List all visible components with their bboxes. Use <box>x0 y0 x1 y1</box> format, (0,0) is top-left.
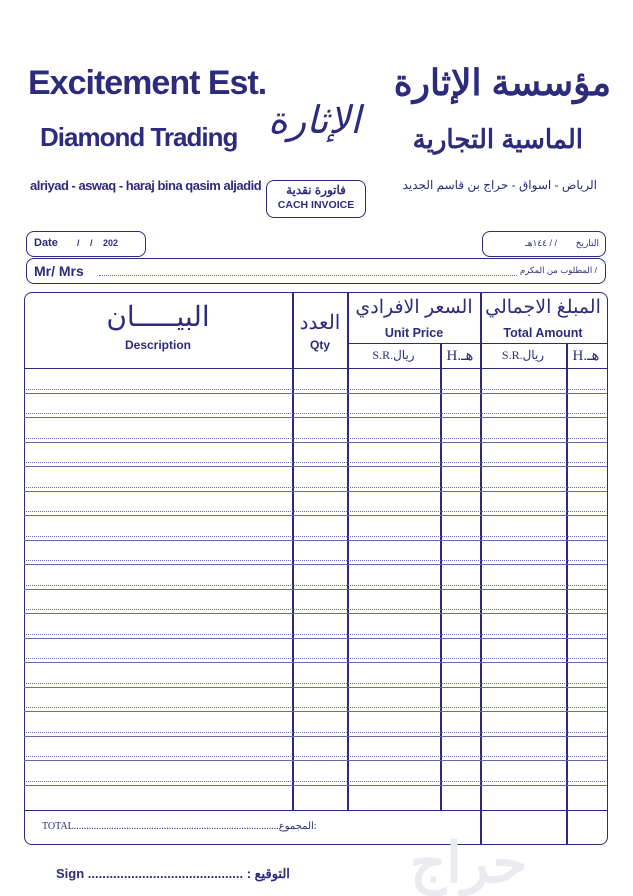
table-row-dotted-line <box>26 781 605 782</box>
description-header-en: Description <box>124 338 191 352</box>
customer-label: Mr/ Mrs <box>34 263 84 279</box>
table-row-line <box>24 515 607 516</box>
invoice-type-badge <box>266 180 366 218</box>
total-riyal-header: S.R.ريال <box>501 348 545 362</box>
hijri-date-field[interactable] <box>482 231 606 257</box>
table-row-line <box>24 711 607 712</box>
table-row-dotted-line <box>26 634 605 635</box>
qty-header-en: Qty <box>309 338 330 352</box>
table-row-dotted-line <box>26 707 605 708</box>
date-value: / / 202 <box>77 238 119 248</box>
company-name-ar: مؤسسة الإثارة <box>393 62 611 103</box>
items-table <box>24 292 608 845</box>
table-row-line <box>24 564 607 565</box>
table-row-dotted-line <box>26 462 605 463</box>
total-amount-header-en: Total Amount <box>503 326 583 340</box>
table-row-dotted-line <box>26 536 605 537</box>
customer-dotted-line <box>99 275 517 276</box>
table-row-dotted-line <box>26 487 605 488</box>
customer-label-ar: المطلوب من المكرم / <box>519 265 597 275</box>
table-row-dotted-line <box>26 609 605 610</box>
company-name-en: Excitement Est. <box>28 64 267 102</box>
table-row-dotted-line <box>26 389 605 390</box>
hijri-value: / / ١٤٤هـ <box>525 238 557 248</box>
table-row-line <box>24 613 607 614</box>
subheader-line <box>347 343 607 344</box>
unit-price-header-ar: السعر الافرادي <box>355 297 473 318</box>
total-row-label: TOTAL..................................................................................المجموع: <box>42 821 317 832</box>
qty-header-ar: العدد <box>299 312 341 334</box>
table-row-dotted-line <box>26 585 605 586</box>
col-divider <box>566 343 568 844</box>
table-row-dotted-line <box>26 683 605 684</box>
invoice-type-ar: فاتورة نقدية <box>286 183 346 197</box>
description-header-ar: البيـــــان <box>106 300 210 333</box>
table-row-dotted-line <box>26 413 605 414</box>
table-row-line <box>24 589 607 590</box>
col-divider <box>480 292 482 844</box>
date-field[interactable] <box>26 231 146 257</box>
logo: الإثارة <box>268 98 361 142</box>
table-row-line <box>24 442 607 443</box>
invoice-type-en: CACH INVOICE <box>277 199 355 211</box>
total-amount-header-ar: المبلغ الاجمالي <box>485 297 601 318</box>
table-row-dotted-line <box>26 756 605 757</box>
table-row-dotted-line <box>26 438 605 439</box>
total-line <box>24 810 607 811</box>
table-row-line <box>24 687 607 688</box>
header-line <box>24 368 607 369</box>
table-row-line <box>24 466 607 467</box>
total-halala-header: H.هـ <box>572 348 600 364</box>
table-row-line <box>24 760 607 761</box>
table-row-line <box>24 736 607 737</box>
address-en: alriyad - aswaq - haraj bina qasim aljadid <box>30 178 262 193</box>
table-row-line <box>24 491 607 492</box>
customer-field[interactable] <box>26 258 606 284</box>
signature-line: Sign ........................................... : التوقيع <box>56 866 290 881</box>
company-subtitle-ar: الماسية التجارية <box>412 124 583 154</box>
table-row-dotted-line <box>26 560 605 561</box>
table-row-dotted-line <box>26 658 605 659</box>
table-row-line <box>24 785 607 786</box>
table-row-dotted-line <box>26 511 605 512</box>
table-row-line <box>24 638 607 639</box>
table-row-line <box>24 540 607 541</box>
table-row-dotted-line <box>26 732 605 733</box>
unit-riyal-header: S.R.ريال <box>372 348 415 362</box>
watermark: حراج <box>410 831 528 894</box>
company-subtitle-en: Diamond Trading <box>40 122 238 152</box>
table-row-line <box>24 393 607 394</box>
date-label: Date <box>34 237 58 249</box>
table-row-line <box>24 662 607 663</box>
address-ar: الرياض - اسواق - حراج بن قاسم الجديد <box>402 178 597 192</box>
hijri-label: التاريخ <box>575 238 599 248</box>
table-row-line <box>24 417 607 418</box>
unit-price-header-en: Unit Price <box>384 326 444 340</box>
unit-halala-header: H.هـ <box>446 348 474 364</box>
